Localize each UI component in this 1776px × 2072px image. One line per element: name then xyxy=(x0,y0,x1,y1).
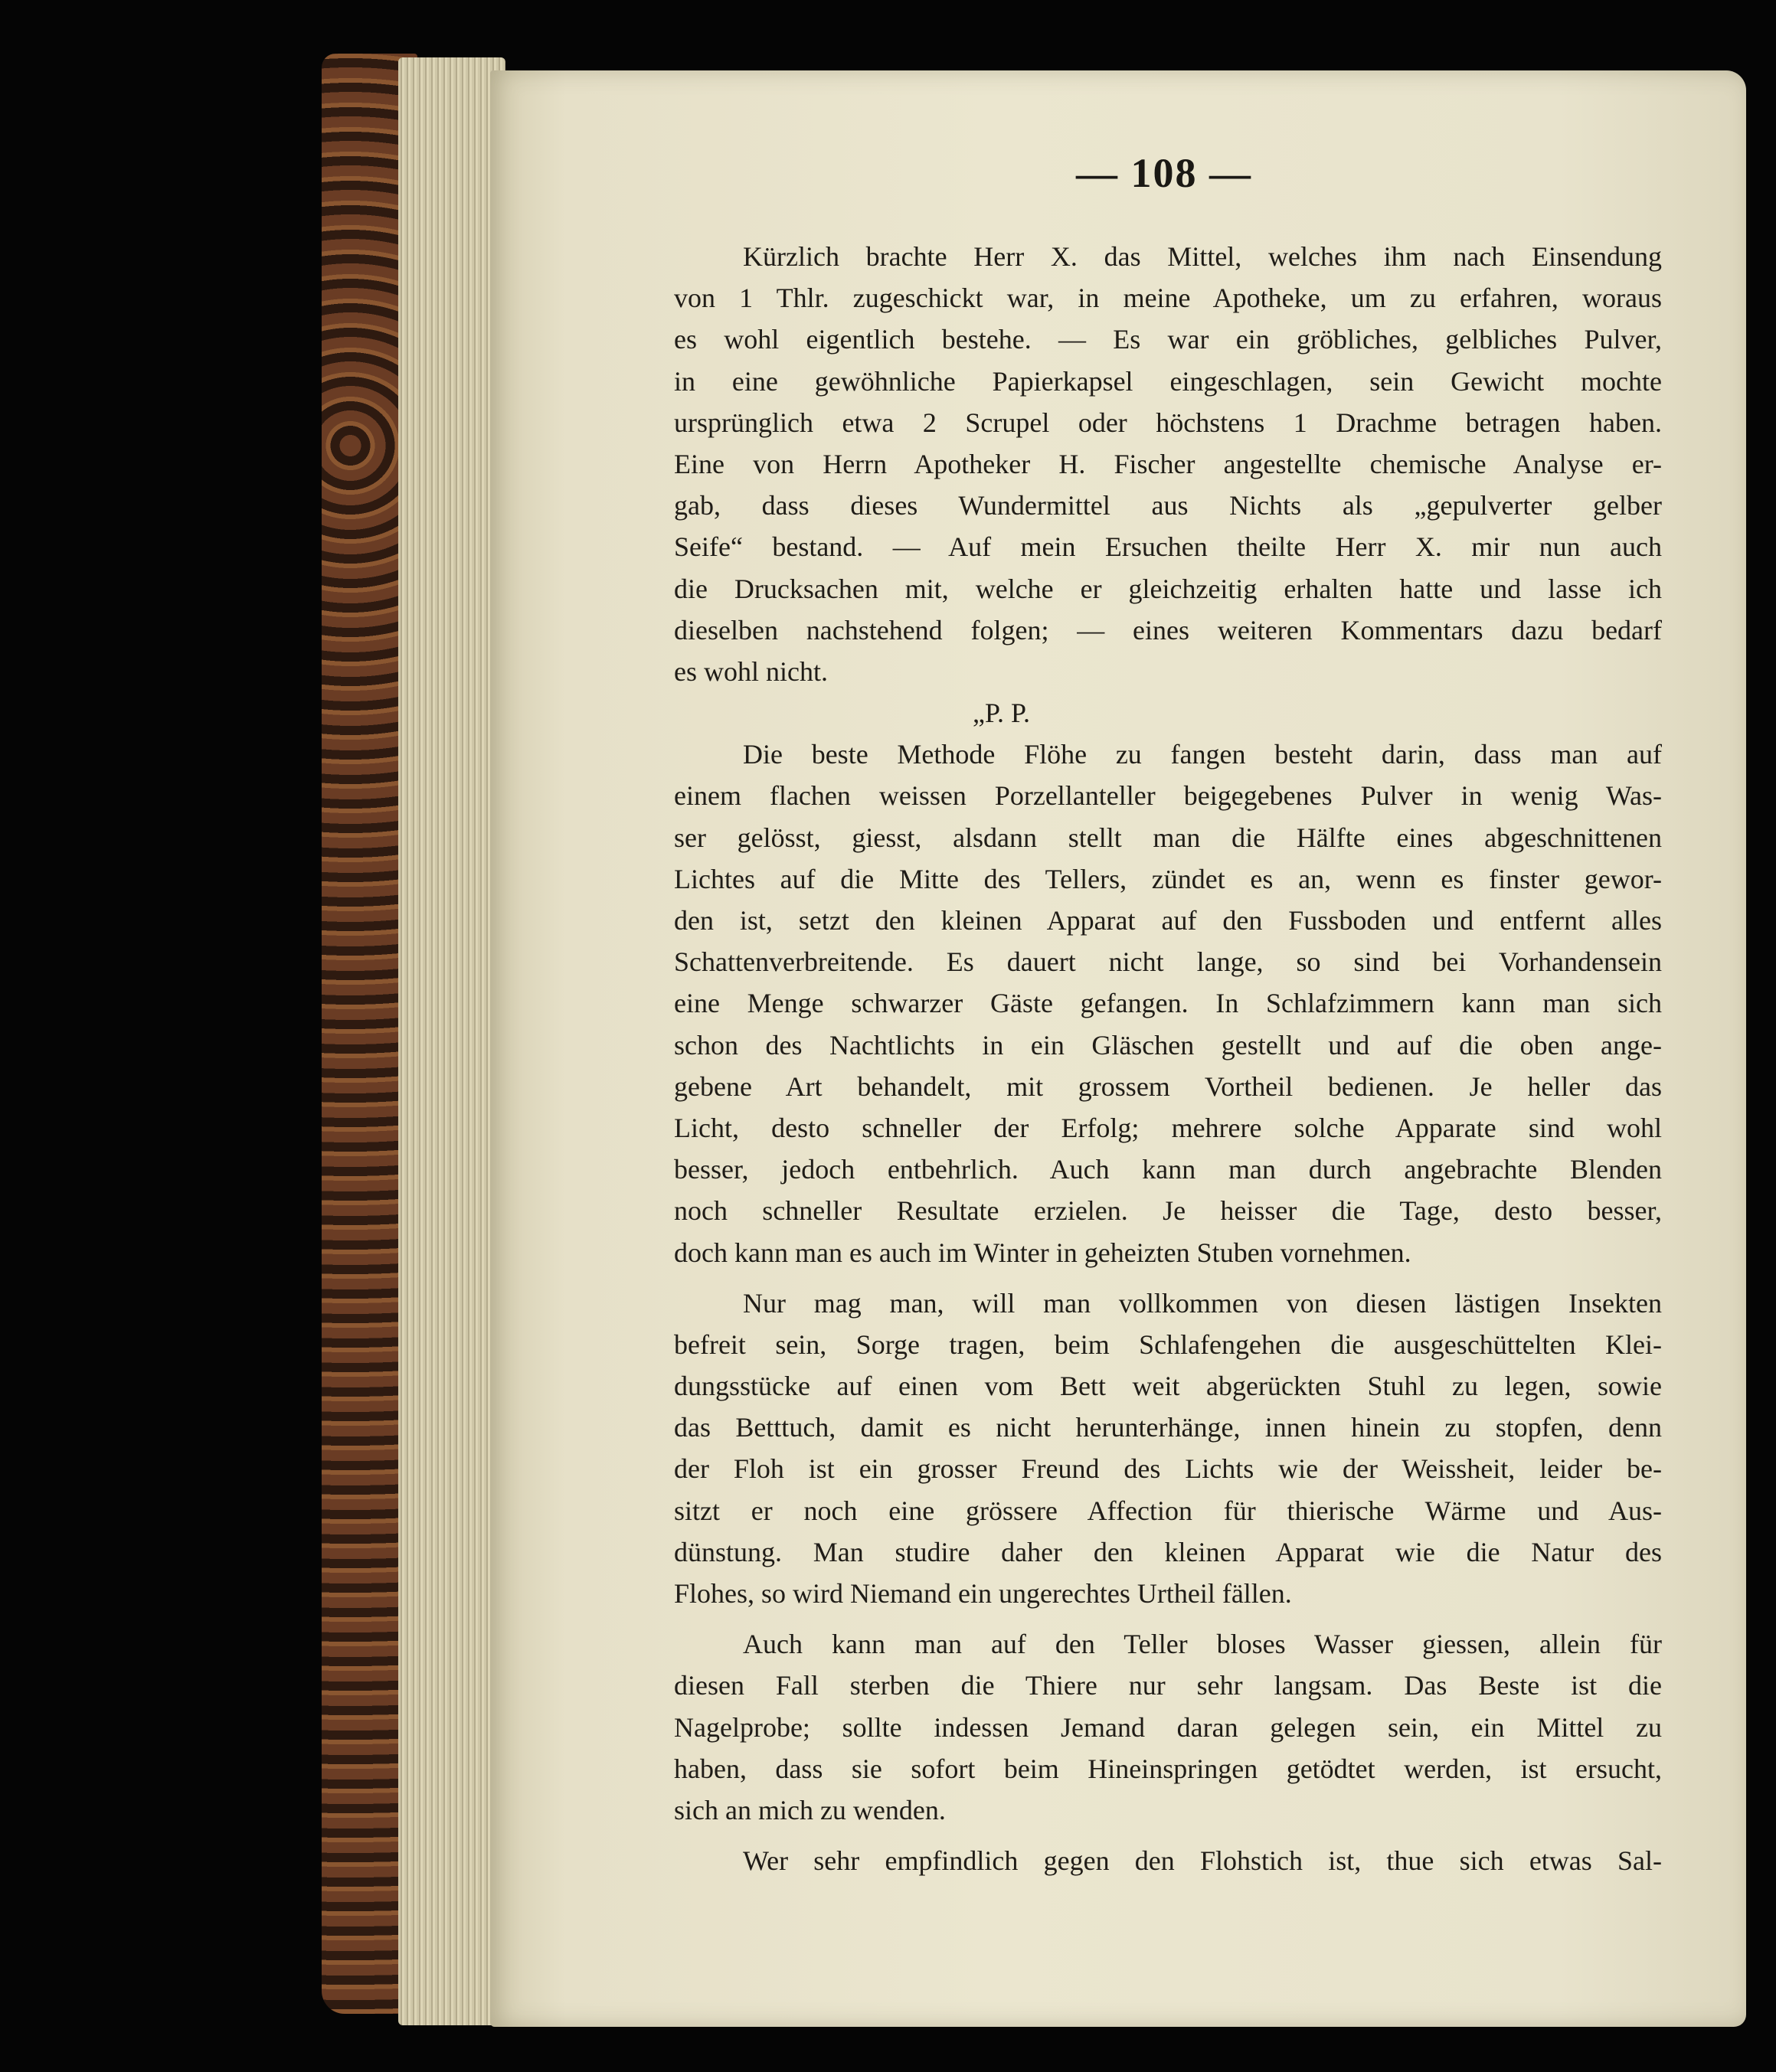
salutation: „P. P. xyxy=(973,698,1031,729)
text-line: sich an mich zu wenden. xyxy=(674,1794,946,1825)
text-line: Seife“ bestand. — Auf mein Ersuchen theilte Herr X. mir nun auch xyxy=(674,531,1662,563)
text-line: Nur mag man, will man vollkommen von diesen lästigen Insekten xyxy=(743,1287,1662,1319)
text-line: einem flachen weissen Porzellanteller beigegebenes Pulver in wenig Was- xyxy=(674,780,1662,812)
paragraph xyxy=(674,1283,1662,1615)
text-line: ursprünglich etwa 2 Scrupel oder höchstens 1 Drachme betragen haben. xyxy=(674,407,1662,438)
text-line: Kürzlich brachte Herr X. das Mittel, welches ihm nach Einsendung xyxy=(743,241,1662,272)
text-line: gab, dass dieses Wundermittel aus Nichts als „gepulverter gelber xyxy=(674,490,1662,521)
text-line: eine Menge schwarzer Gäste gefangen. In Schlafzimmern kann man sich xyxy=(674,988,1662,1019)
text-line: der Floh ist ein grosser Freund des Lichts wie der Weissheit, leider be- xyxy=(674,1453,1662,1485)
paragraph xyxy=(674,1840,1662,1881)
text-line: dünstung. Man studire daher den kleinen Apparat wie die Natur des xyxy=(674,1536,1662,1567)
text-line: noch schneller Resultate erzielen. Je heisser die Tage, desto besser, xyxy=(674,1195,1662,1227)
page-body xyxy=(674,236,1662,1881)
text-line: die Drucksachen mit, welche er gleichzeitig erhalten hatte und lasse ich xyxy=(674,573,1662,604)
text-line: besser, jedoch entbehrlich. Auch kann man durch angebrachte Blenden xyxy=(674,1154,1662,1185)
text-line: Auch kann man auf den Teller bloses Wasser giessen, allein für xyxy=(743,1629,1662,1660)
text-line: haben, dass sie sofort beim Hineinspringen getödtet werden, ist ersucht, xyxy=(674,1753,1662,1784)
stacked-page-edges xyxy=(398,57,505,2025)
text-line: Die beste Methode Flöhe zu fangen besteht darin, dass man auf xyxy=(743,739,1662,770)
text-line: Eine von Herrn Apotheker H. Fischer angestellte chemische Analyse er- xyxy=(674,448,1662,479)
text-line: doch kann man es auch im Winter in geheizten Stuben vornehmen. xyxy=(674,1237,1411,1268)
text-line: sitzt er noch eine grössere Affection für thierische Wärme und Aus- xyxy=(674,1495,1662,1526)
paragraph xyxy=(674,236,1662,692)
text-line: Wer sehr empfindlich gegen den Flohstich ist, thue sich etwas Sal- xyxy=(743,1845,1662,1877)
text-line: gebene Art behandelt, mit grossem Vortheil bedienen. Je heller das xyxy=(674,1070,1662,1102)
text-line: es wohl nicht. xyxy=(674,655,828,687)
text-line: in eine gewöhnliche Papierkapsel eingeschlagen, sein Gewicht mochte xyxy=(674,365,1662,397)
page-number: — 108 — xyxy=(1076,150,1252,196)
text-line: befreit sein, Sorge tragen, beim Schlafengehen die ausgeschüttelten Klei- xyxy=(674,1328,1662,1360)
text-line: das Betttuch, damit es nicht herunterhänge, innen hinein zu stopfen, denn xyxy=(674,1412,1662,1443)
text-line: Flohes, so wird Niemand ein ungerechtes Urtheil fällen. xyxy=(674,1578,1292,1609)
text-line: schon des Nachtlichts in ein Gläschen gestellt und auf die oben ange- xyxy=(674,1029,1662,1061)
text-line: den ist, setzt den kleinen Apparat auf den Fussboden und entfernt alles xyxy=(674,905,1662,936)
text-line: es wohl eigentlich bestehe. — Es war ein gröbliches, gelbliches Pulver, xyxy=(674,324,1662,355)
text-line: dieselben nachstehend folgen; — eines weiteren Kommentars dazu bedarf xyxy=(674,614,1662,645)
text-line: Licht, desto schneller der Erfolg; mehrere solche Apparate sind wohl xyxy=(674,1112,1662,1143)
text-line: diesen Fall sterben die Thiere nur sehr langsam. Das Beste ist die xyxy=(674,1670,1662,1701)
text-line: Schattenverbreitende. Es dauert nicht lange, so sind bei Vorhandensein xyxy=(674,946,1662,978)
text-line: Nagelprobe; sollte indessen Jemand daran gelegen sein, ein Mittel zu xyxy=(674,1711,1662,1743)
text-line: ser gelösst, giesst, alsdann stellt man die Hälfte eines abgeschnittenen xyxy=(674,822,1662,853)
paragraph xyxy=(674,1623,1662,1831)
text-line: von 1 Thlr. zugeschickt war, in meine Apotheke, um zu erfahren, woraus xyxy=(674,283,1662,314)
text-line: Lichtes auf die Mitte des Tellers, zündet es an, wenn es finster gewor- xyxy=(674,863,1662,894)
text-line: dungsstücke auf einen vom Bett weit abgerückten Stuhl zu legen, sowie xyxy=(674,1371,1662,1402)
paragraph xyxy=(674,734,1662,1273)
